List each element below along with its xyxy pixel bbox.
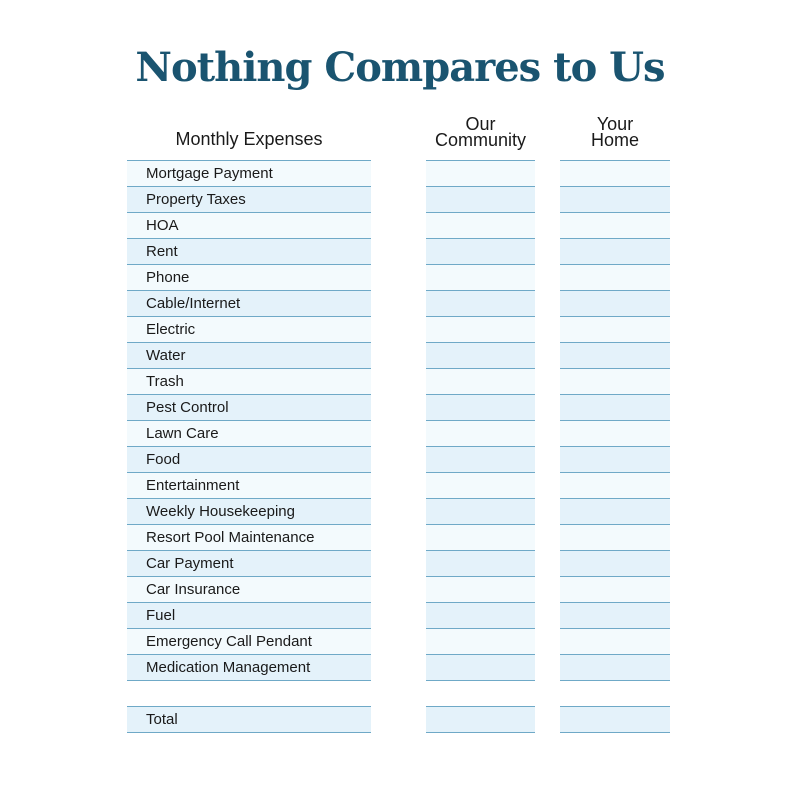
home-amount-cell[interactable] [560,473,670,499]
expense-label-text: Medication Management [146,659,311,676]
column-header-community-line1: Our [465,114,496,134]
expense-label-text: Property Taxes [146,191,246,208]
expense-label-cell [127,343,371,369]
expense-label-cell [127,551,371,577]
expense-label-text: Total [146,711,178,728]
home-amount-cell[interactable] [560,160,670,187]
community-amount-cell[interactable] [426,577,535,603]
community-amount-cell[interactable] [426,239,535,265]
expense-label-cell [127,499,371,525]
blank-row-cell [127,681,371,707]
column-header-expenses-label: Monthly Expenses [175,129,323,149]
table-row [0,525,800,551]
table-row [0,629,800,655]
home-amount-cell[interactable] [560,421,670,447]
expense-label-text: Lawn Care [146,425,219,442]
community-amount-cell[interactable] [426,291,535,317]
expense-label-cell [127,187,371,213]
home-amount-cell[interactable] [560,239,670,265]
community-amount-cell[interactable] [426,343,535,369]
expense-label-text: Weekly Housekeeping [146,503,295,520]
expense-label-cell [127,160,371,187]
expense-label-text: Electric [146,321,196,338]
table-row [0,577,800,603]
expense-label-text: Car Payment [146,555,234,572]
expense-label-text: Water [146,347,186,364]
expense-label-text: Fuel [146,607,176,624]
community-amount-cell-total[interactable] [426,706,535,733]
expense-label-cell [127,629,371,655]
home-amount-cell[interactable] [560,499,670,525]
home-amount-cell[interactable] [560,265,670,291]
community-amount-cell[interactable] [426,421,535,447]
table-row [0,395,800,421]
table-row [0,317,800,343]
expense-label-text: Mortgage Payment [146,165,273,182]
table-row [0,603,800,629]
column-header-community-line2: Community [434,130,527,150]
expense-label-text: Trash [146,373,184,390]
home-amount-cell-total[interactable] [560,706,670,733]
community-amount-cell[interactable] [426,473,535,499]
expense-label-cell [127,317,371,343]
community-amount-cell[interactable] [426,655,535,681]
home-amount-cell[interactable] [560,213,670,239]
community-amount-cell[interactable] [426,395,535,421]
expense-label-cell [127,239,371,265]
expense-label-cell [127,473,371,499]
table-row [0,681,800,707]
expense-label-cell [127,655,371,681]
home-amount-cell[interactable] [560,551,670,577]
table-row [0,499,800,525]
expense-label-cell [127,447,371,473]
expense-label-cell [127,213,371,239]
table-row [0,421,800,447]
home-amount-cell[interactable] [560,291,670,317]
community-amount-cell[interactable] [426,525,535,551]
expense-label-cell [127,577,371,603]
column-header-monthly-expenses [127,131,371,147]
community-amount-cell[interactable] [426,187,535,213]
table-row [0,161,800,187]
table-row [0,265,800,291]
table-row [0,551,800,577]
expense-label-cell [127,395,371,421]
home-amount-cell[interactable] [560,629,670,655]
column-header-home-line2: Home [590,130,639,150]
table-row [0,655,800,681]
column-header-home-line1: Your [596,114,634,134]
expense-label-cell [127,603,371,629]
home-amount-cell[interactable] [560,603,670,629]
expense-label-cell [127,421,371,447]
community-amount-cell[interactable] [426,551,535,577]
table-row [0,707,800,733]
column-header-your-home [560,116,670,148]
table-row [0,343,800,369]
home-amount-cell[interactable] [560,369,670,395]
community-amount-cell[interactable] [426,369,535,395]
home-amount-cell[interactable] [560,395,670,421]
expense-label-text: Car Insurance [146,581,241,598]
community-amount-cell[interactable] [426,317,535,343]
home-amount-cell[interactable] [560,577,670,603]
table-row [0,473,800,499]
expense-label-text: Emergency Call Pendant [146,633,312,650]
home-amount-cell[interactable] [560,317,670,343]
home-amount-cell-blank[interactable] [560,681,670,707]
community-amount-cell[interactable] [426,265,535,291]
community-amount-cell[interactable] [426,447,535,473]
home-amount-cell[interactable] [560,655,670,681]
expense-label-text: Pest Control [146,399,229,416]
expense-label-cell [127,369,371,395]
expense-label-cell [127,291,371,317]
community-amount-cell-blank[interactable] [426,681,535,707]
home-amount-cell[interactable] [560,525,670,551]
table-row [0,369,800,395]
table-row [0,239,800,265]
community-amount-cell[interactable] [426,213,535,239]
expense-label-text: Rent [146,243,178,260]
expense-label-text: Phone [146,269,190,286]
home-amount-cell[interactable] [560,447,670,473]
expense-label-text: Resort Pool Maintenance [146,529,315,546]
community-amount-cell[interactable] [426,499,535,525]
total-label-cell [127,706,371,733]
community-amount-cell[interactable] [426,160,535,187]
home-amount-cell[interactable] [560,343,670,369]
table-row [0,187,800,213]
community-amount-cell[interactable] [426,629,535,655]
expense-label-cell [127,525,371,551]
table-row [0,291,800,317]
page-title: Nothing Compares to Us [135,44,665,91]
expense-label-text: Cable/Internet [146,295,241,312]
expense-label-cell [127,265,371,291]
column-header-our-community [426,116,535,148]
expense-comparison-table [0,161,800,733]
table-row [0,213,800,239]
expense-label-text: Food [146,451,181,468]
expense-label-text: HOA [146,217,179,234]
table-row [0,447,800,473]
expense-label-text: Entertainment [146,477,240,494]
community-amount-cell[interactable] [426,603,535,629]
home-amount-cell[interactable] [560,187,670,213]
